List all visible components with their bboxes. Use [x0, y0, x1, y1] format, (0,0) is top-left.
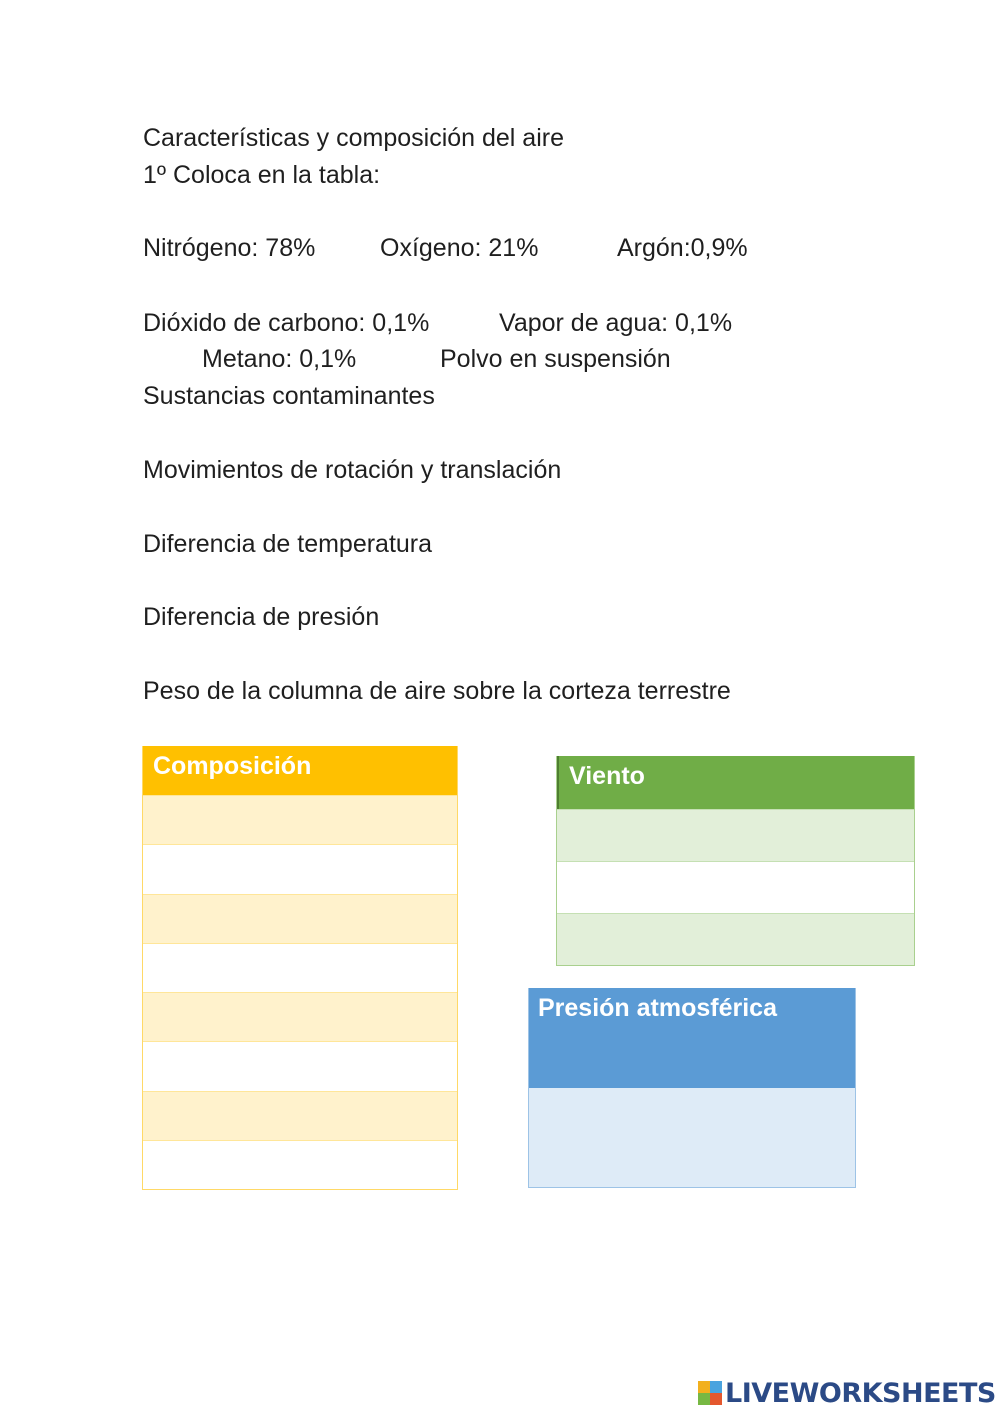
table-composicion — [142, 746, 458, 1190]
item-nitrogeno[interactable]: Nitrógeno: 78% — [143, 234, 316, 262]
table-presion-header: Presión atmosférica — [529, 988, 855, 1088]
instruction: 1º Coloca en la tabla: — [143, 161, 381, 189]
drop-slot[interactable] — [143, 1091, 457, 1140]
item-vapor-agua[interactable]: Vapor de agua: 0,1% — [499, 309, 733, 337]
drop-slot[interactable] — [143, 943, 457, 992]
table-composicion-header: Composición — [143, 746, 457, 795]
brand-name: LIVEWORKSHEETS — [725, 1377, 996, 1409]
liveworksheets-logo-icon — [698, 1381, 722, 1405]
item-peso-columna[interactable]: Peso de la columna de aire sobre la corteza terrestre — [143, 677, 731, 705]
item-sustancias[interactable]: Sustancias contaminantes — [143, 382, 435, 410]
item-diferencia-temperatura[interactable]: Diferencia de temperatura — [143, 530, 433, 558]
page-title: Características y composición del aire — [143, 124, 564, 152]
table-presion — [528, 988, 856, 1188]
table-viento — [556, 756, 915, 966]
item-movimientos[interactable]: Movimientos de rotación y translación — [143, 456, 562, 484]
drop-slot[interactable] — [529, 1088, 855, 1187]
item-metano[interactable]: Metano: 0,1% — [202, 345, 357, 373]
item-polvo[interactable]: Polvo en suspensión — [440, 345, 671, 373]
liveworksheets-logo — [698, 1378, 996, 1408]
drop-slot[interactable] — [143, 1041, 457, 1090]
drop-slot[interactable] — [143, 844, 457, 893]
drop-slot[interactable] — [143, 992, 457, 1041]
drop-slot[interactable] — [143, 1140, 457, 1189]
drop-slot[interactable] — [557, 809, 914, 861]
drop-slot[interactable] — [143, 795, 457, 844]
item-dioxido-carbono[interactable]: Dióxido de carbono: 0,1% — [143, 309, 430, 337]
item-argon[interactable]: Argón:0,9% — [617, 234, 748, 262]
item-diferencia-presion[interactable]: Diferencia de presión — [143, 603, 380, 631]
item-oxigeno[interactable]: Oxígeno: 21% — [380, 234, 539, 262]
table-viento-header: Viento — [557, 756, 914, 809]
drop-slot[interactable] — [557, 913, 914, 965]
drop-slot[interactable] — [143, 894, 457, 943]
drop-slot[interactable] — [557, 861, 914, 913]
